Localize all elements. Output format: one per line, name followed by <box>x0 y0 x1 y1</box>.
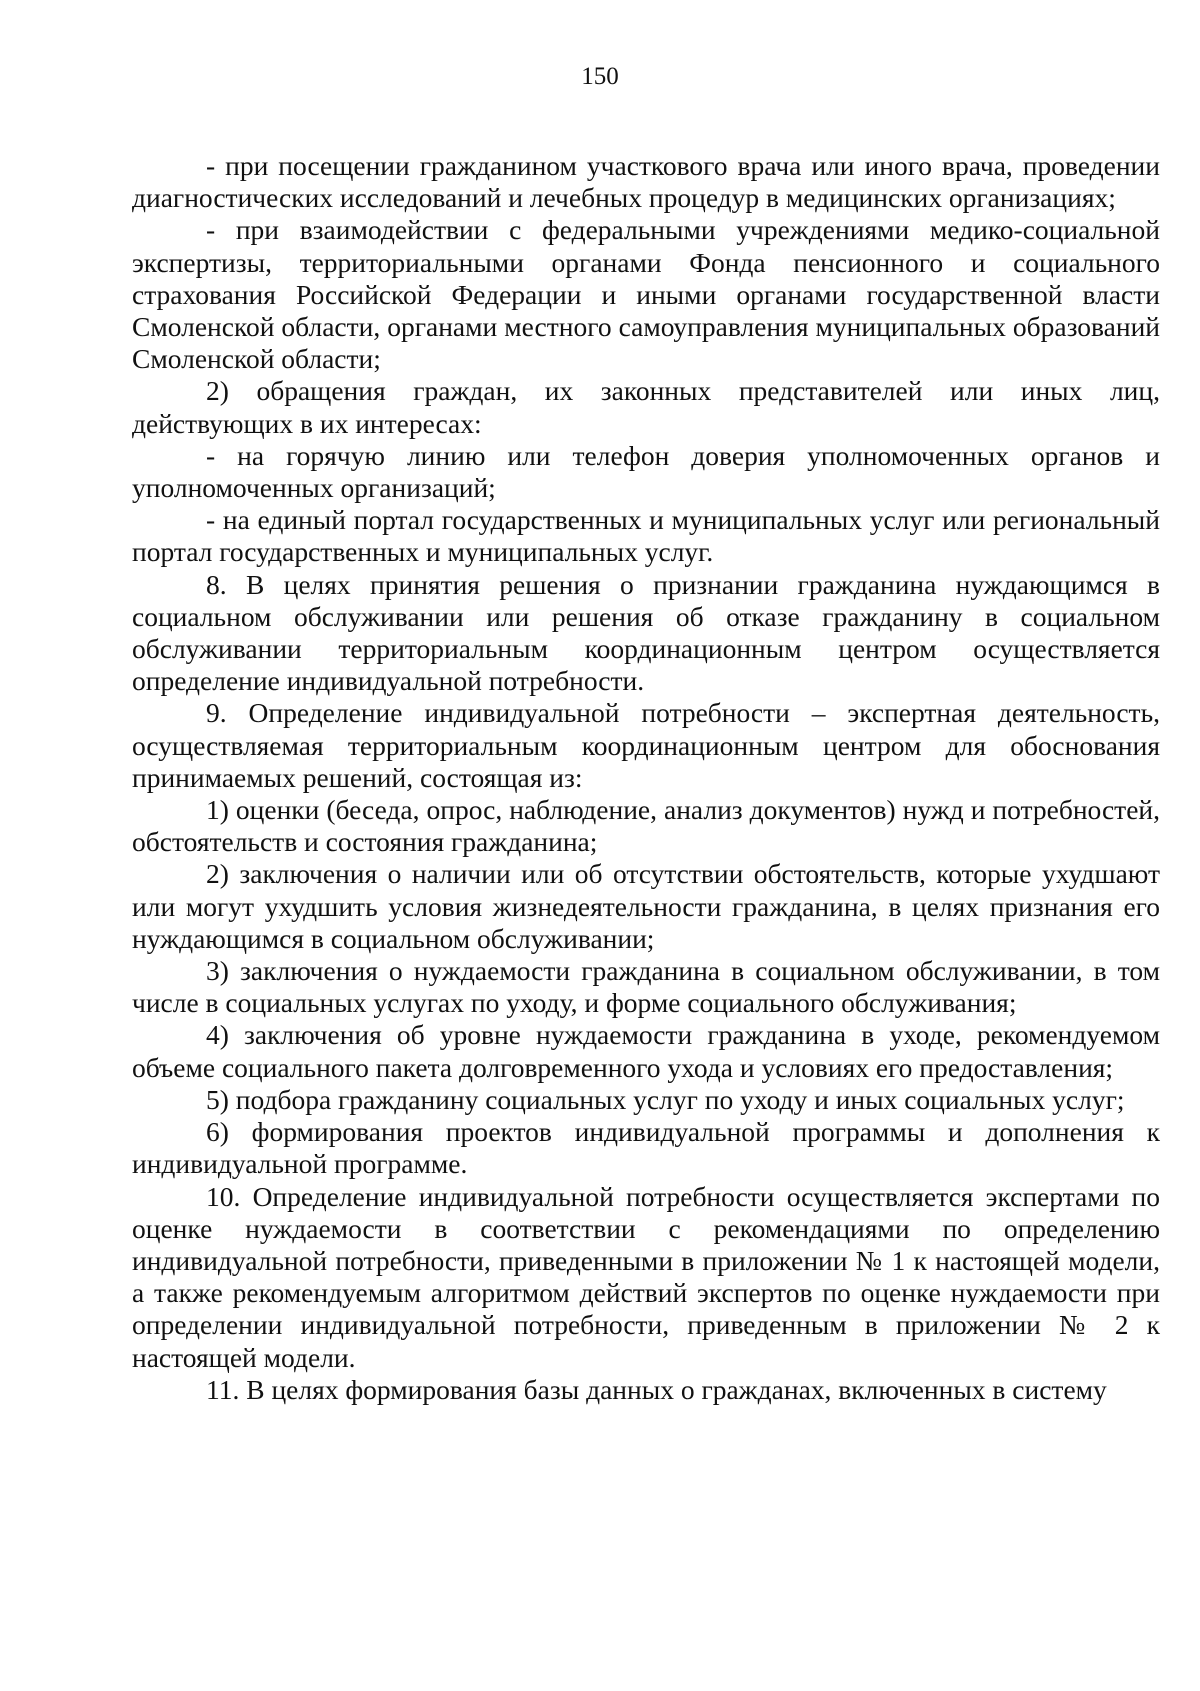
paragraph-item-10: 10. Определение индивидуальной потребности осуществляется экспертами по оценке нуждаемости в соответствии с рекомендациями по определению индивидуальной потребности, приведенными в приложении № 1 к настоящей модели, а также рекомендуемым алгоритмом действий экспертов по оценке нуждаемости при определении индивидуальной потребности, приведенным в приложении № 2 к настоящей модели. <box>132 1180 1160 1373</box>
paragraph-subitem-3: 3) заключения о нуждаемости гражданина в социальном обслуживании, в том числе в социальных услугах по уходу, и форме социального обслуживания; <box>132 955 1160 1019</box>
paragraph-subitem-5: 5) подбора гражданину социальных услуг по уходу и иных социальных услуг; <box>206 1083 1125 1115</box>
paragraph-subitem-2: 2) заключения о наличии или об отсутствии обстоятельств, которые ухудшают или могут ухудшить условия жизнедеятельности гражданина, в целях признания его нуждающимся в социальном обслуживании; <box>132 858 1160 954</box>
page-number: 150 <box>581 63 619 90</box>
paragraph-visit-doctor: - при посещении гражданином участкового врача или иного врача, проведении диагностических исследований и лечебных процедур в медицинских организациях; <box>132 150 1160 214</box>
document-body <box>132 150 1160 1406</box>
paragraph-subitem-1: 1) оценки (беседа, опрос, наблюдение, анализ документов) нужд и потребностей, обстоятельств и состояния гражданина; <box>132 794 1160 858</box>
paragraph-unified-portal: - на единый портал государственных и муниципальных услуг или региональный портал государственных и муниципальных услуг. <box>132 504 1160 568</box>
paragraph-item-8: 8. В целях принятия решения о признании гражданина нуждающимся в социальном обслуживании или решения об отказе гражданину в социальном обслуживании территориальным координационным центром осуществляется определение индивидуальной потребности. <box>132 568 1160 697</box>
paragraph-hotline: - на горячую линию или телефон доверия уполномоченных органов и уполномоченных организаций; <box>132 439 1160 504</box>
paragraph-interaction-agencies: - при взаимодействии с федеральными учреждениями медико-социальной экспертизы, территориальными органами Фонда пенсионного и социального страхования Российской Федерации и иными органами государственной власти Смоленской области, органами местного самоуправления муниципальных образований Смоленской области; <box>132 214 1160 375</box>
paragraph-item-11: 11. В целях формирования базы данных о гражданах, включенных в систему <box>206 1373 1107 1405</box>
paragraph-subitem-4: 4) заключения об уровне нуждаемости гражданина в уходе, рекомендуемом объеме социального пакета долговременного ухода и условиях его предоставления; <box>132 1019 1160 1083</box>
paragraph-item-9: 9. Определение индивидуальной потребности – экспертная деятельность, осуществляемая территориальным координационным центром для обоснования принимаемых решений, состоящая из: <box>132 697 1160 793</box>
paragraph-citizen-appeals: 2) обращения граждан, их законных представителей или иных лиц, действующих в их интересах: <box>132 375 1160 439</box>
paragraph-subitem-6: 6) формирования проектов индивидуальной программы и дополнения к индивидуальной программе. <box>132 1116 1160 1180</box>
